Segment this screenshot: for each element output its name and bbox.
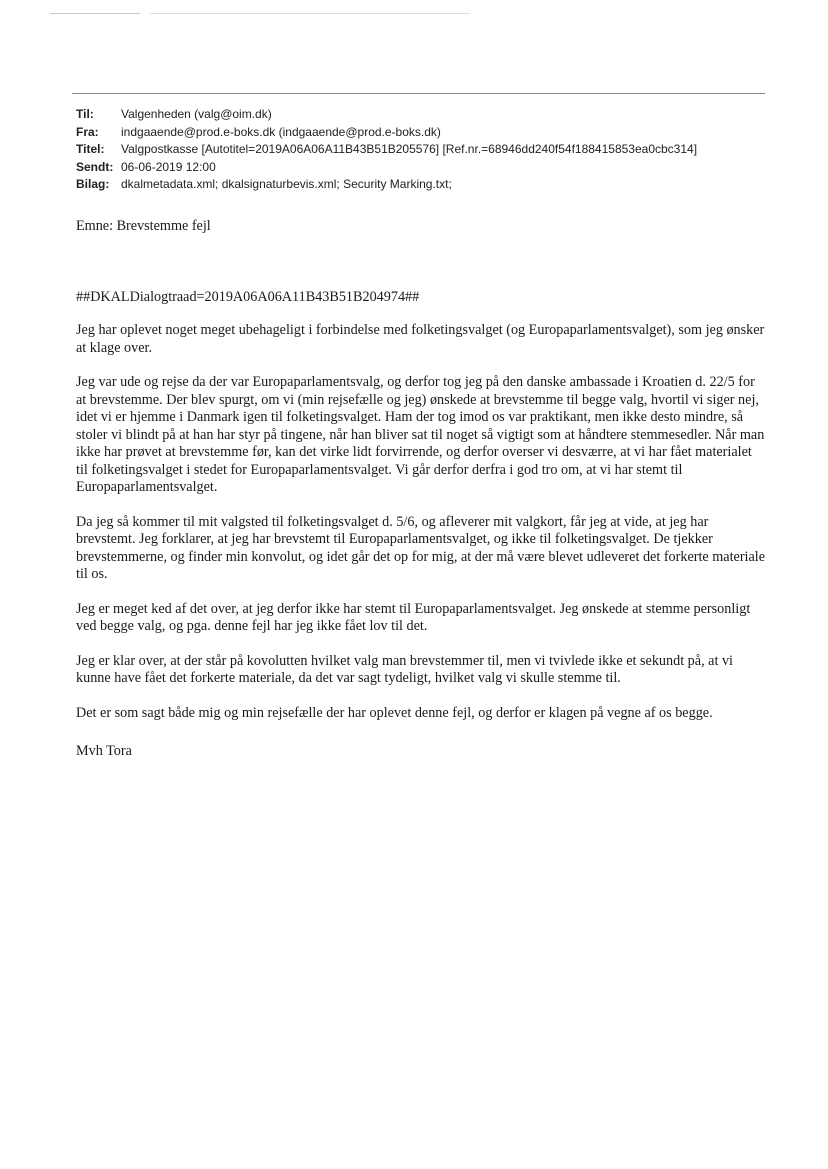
- title-value: Valgpostkasse [Autotitel=2019A06A06A11B43B51B205576] [Ref.nr.=68946dd240f54f188415853ea0cbc314]: [121, 142, 698, 156]
- scan-artifact-line: [50, 13, 140, 14]
- title-row: [76, 141, 796, 159]
- attachments-value: dkalmetadata.xml; dkalsignaturbevis.xml; Security Marking.txt;: [121, 177, 452, 191]
- subject-line: Emne: Brevstemme fejl: [76, 218, 211, 234]
- email-header: [76, 106, 796, 194]
- paragraph: Da jeg så kommer til mit valgsted til folketingsvalget d. 5/6, og afleverer mit valgkort, får jeg at vide, at jeg har brevstemt. Jeg forklarer, at jeg har brevstemt til Europaparlamentsvalget, og ikke til folketingsvalget. De tjekker brevstemmerne, og finder min konvolut, og idet går det op for mig, at der må være blevet udleveret det forkerte materiale til os.: [76, 513, 766, 582]
- attachments-label: Bilag:: [76, 177, 110, 191]
- sent-value: 06-06-2019 12:00: [121, 159, 216, 174]
- from-value: indgaaende@prod.e-boks.dk (indgaaende@prod.e-boks.dk): [121, 124, 441, 139]
- to-label: Til:: [76, 107, 94, 121]
- to-row: [76, 106, 796, 124]
- from-row: [76, 124, 796, 142]
- signature: Mvh Tora: [76, 743, 132, 759]
- header-divider: [72, 93, 765, 94]
- message-text: [76, 322, 766, 761]
- paragraph: Jeg er meget ked af det over, at jeg derfor ikke har stemt til Europaparlamentsvalget. Jeg ønskede at stemme personligt ved begge valg, og pga. denne fejl har jeg ikke fået lov til det.: [76, 600, 751, 634]
- sent-label: Sendt:: [76, 159, 114, 174]
- paragraph: Det er som sagt både mig og min rejsefælle der har oplevet denne fejl, og derfor er klagen på vegne af os begge.: [76, 704, 713, 721]
- paragraph: Jeg har oplevet noget meget ubehageligt i forbindelse med folketingsvalget (og Europaparlamentsvalget), som jeg ønsker at klage over.: [76, 322, 765, 356]
- from-label: Fra:: [76, 124, 99, 139]
- scan-artifact-line: [150, 13, 470, 14]
- paragraph: Jeg var ude og rejse da der var Europaparlamentsvalg, og derfor tog jeg på den danske ambassade i Kroatien d. 22/5 for at brevstemme. Der blev spurgt, om vi (min rejsefælle og jeg) ønskede at brevstemme til begge valg, hvortil vi siger nej, idet vi er hjemme i Danmark igen til folketingsvalget. Ham der tog imod os var praktikant, men ikke desto mindre, så stoler vi blindt på at han har styr på tingene, når han bliver sat til noget så vigtigt som at håndtere stemmesedler. Når man ikke har prøvet at brevstemme før, kan det virke lidt forvirrende, og derfor overser vi desværre, at vi har fået materialet til folketingsvalget i stedet for Europaparlamentsvalget. Vi går derfor derfra i god tro om, at vi har stemt til Europaparlamentsvalget.: [76, 374, 765, 495]
- paragraph: Jeg er klar over, at der står på kovolutten hvilket valg man brevstemmer til, men vi tvivlede ikke et sekundt på, at vi kunne have fået det forkerte materiale, da det var sagt tydeligt, hvilket valg vi skulle stemme til.: [76, 652, 733, 686]
- email-body: [76, 218, 766, 759]
- to-value: Valgenheden (valg@oim.dk): [121, 107, 272, 121]
- sent-row: [76, 159, 796, 177]
- thread-id: ##DKALDialogtraad=2019A06A06A11B43B51B204974##: [76, 289, 420, 305]
- attachments-row: [76, 176, 796, 194]
- title-label: Titel:: [76, 142, 105, 156]
